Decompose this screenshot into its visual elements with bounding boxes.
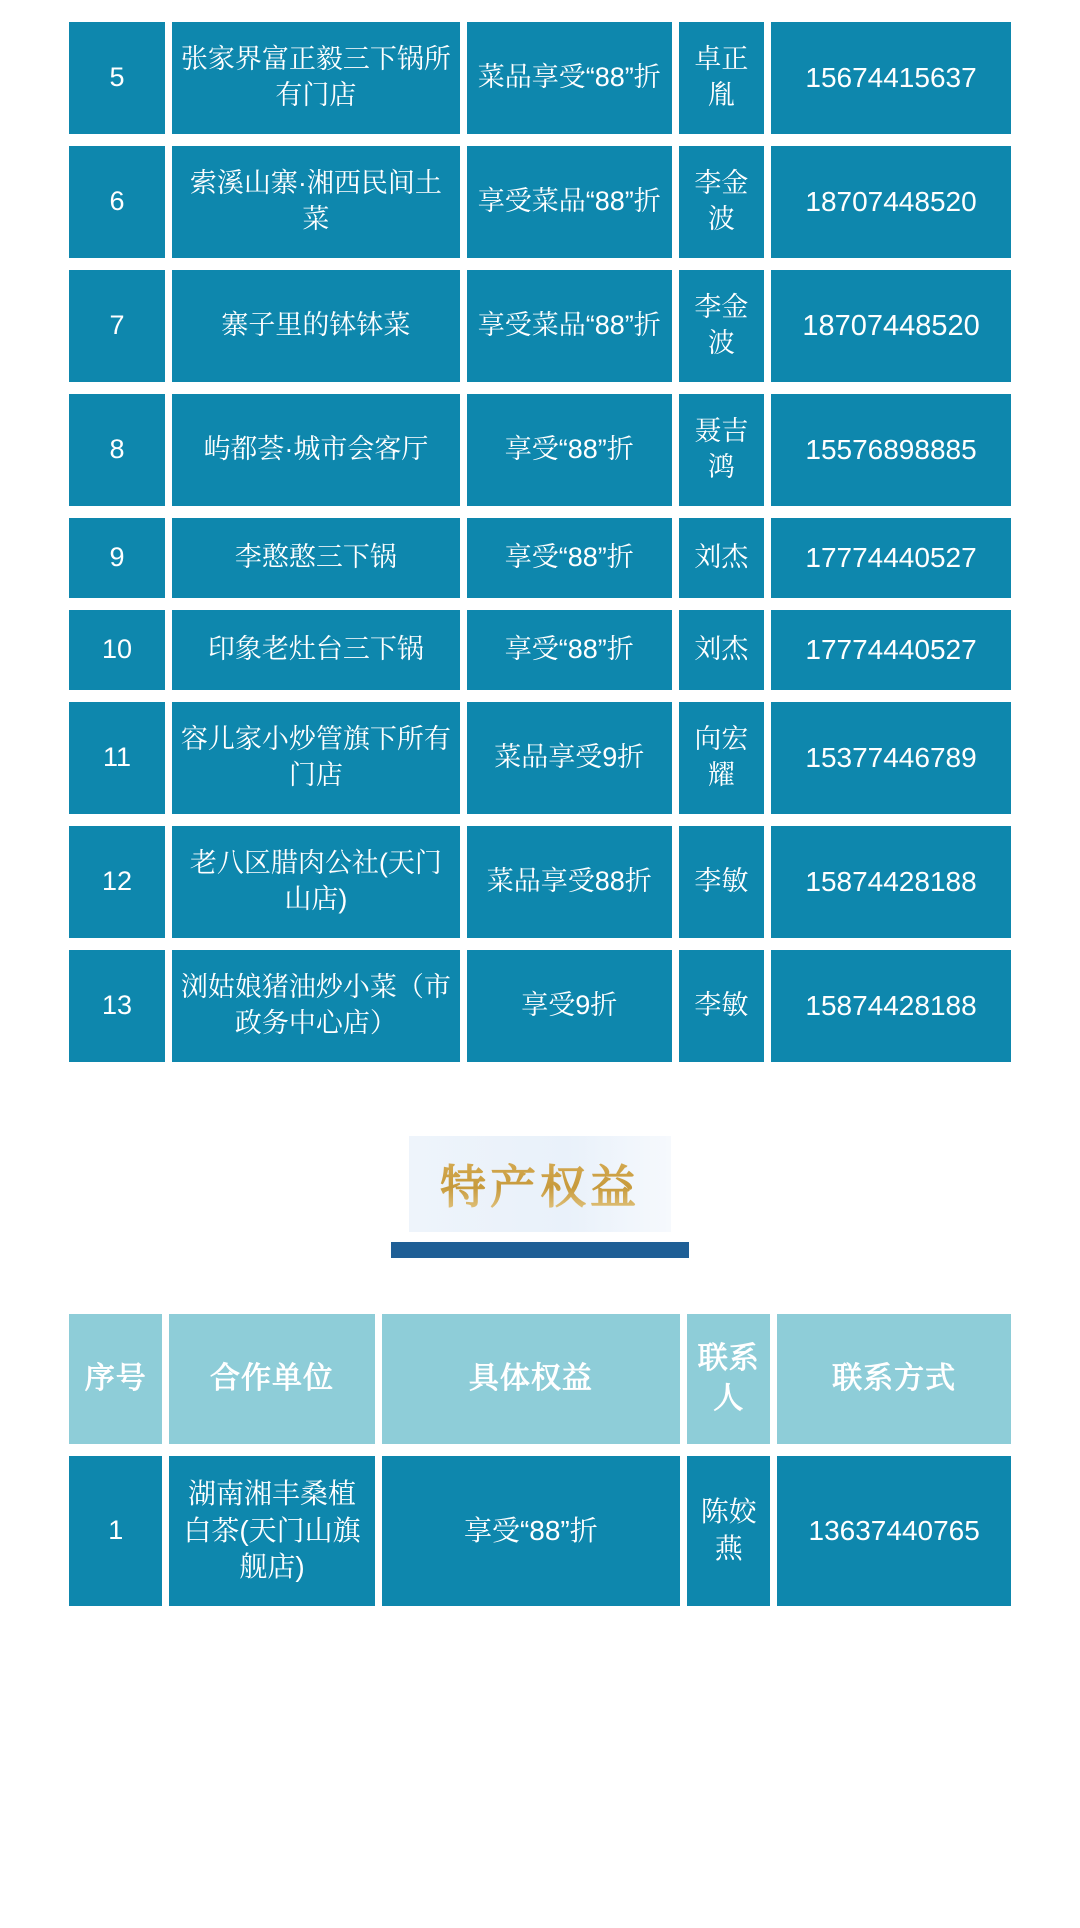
row-phone[interactable]: 15874428188 [771,826,1011,938]
section-banner-underline [391,1242,689,1258]
table-row [69,702,1011,814]
row-unit: 索溪山寨·湘西民间土菜 [172,146,460,258]
row-benefit: 享受菜品“88”折 [467,146,672,258]
row-benefit: 享受“88”折 [467,518,672,598]
section-banner-box [409,1136,671,1232]
column-header-phone: 联系方式 [777,1314,1011,1444]
restaurant-benefits-table [62,10,1018,1074]
table-row [69,1456,1011,1606]
row-person: 李金波 [679,270,764,382]
row-person: 刘杰 [679,610,764,690]
row-person: 陈姣燕 [687,1456,770,1606]
table-row [69,146,1011,258]
row-person: 刘杰 [679,518,764,598]
section-title: 特产权益 [440,1151,640,1217]
table-row [69,826,1011,938]
row-person: 李金波 [679,146,764,258]
row-index: 9 [69,518,165,598]
column-header-person: 联系人 [687,1314,770,1444]
row-person: 卓正胤 [679,22,764,134]
row-unit: 浏姑娘猪油炒小菜（市政务中心店） [172,950,460,1062]
row-phone[interactable]: 13637440765 [777,1456,1011,1606]
row-unit: 张家界富正毅三下锅所有门店 [172,22,460,134]
specialty-benefits-table [62,1302,1018,1618]
row-phone[interactable]: 15874428188 [771,950,1011,1062]
row-index: 13 [69,950,165,1062]
row-index: 7 [69,270,165,382]
table-row [69,950,1011,1062]
specialty-benefits-table-block [0,1302,1080,1618]
row-benefit: 享受“88”折 [382,1456,681,1606]
row-person: 李敏 [679,826,764,938]
row-phone[interactable]: 17774440527 [771,518,1011,598]
row-phone[interactable]: 18707448520 [771,146,1011,258]
row-phone[interactable]: 15576898885 [771,394,1011,506]
row-person: 聂吉鸿 [679,394,764,506]
row-phone[interactable]: 15674415637 [771,22,1011,134]
table-row [69,394,1011,506]
table-row [69,22,1011,134]
row-phone[interactable]: 15377446789 [771,702,1011,814]
column-header-benefit: 具体权益 [382,1314,681,1444]
row-benefit: 菜品享受“88”折 [467,22,672,134]
row-unit: 李憨憨三下锅 [172,518,460,598]
section-banner [0,1136,1080,1258]
table-row [69,518,1011,598]
row-index: 12 [69,826,165,938]
row-unit: 屿都荟·城市会客厅 [172,394,460,506]
row-index: 11 [69,702,165,814]
row-benefit: 菜品享受9折 [467,702,672,814]
row-benefit: 菜品享受88折 [467,826,672,938]
row-index: 5 [69,22,165,134]
row-unit: 湖南湘丰桑植白茶(天门山旗舰店) [169,1456,374,1606]
row-phone[interactable]: 18707448520 [771,270,1011,382]
row-unit: 容儿家小炒管旗下所有门店 [172,702,460,814]
row-index: 10 [69,610,165,690]
column-header-unit: 合作单位 [169,1314,374,1444]
table-header-row [69,1314,1011,1444]
table-row [69,610,1011,690]
row-benefit: 享受“88”折 [467,610,672,690]
row-benefit: 享受“88”折 [467,394,672,506]
table-row [69,270,1011,382]
row-unit: 老八区腊肉公社(天门山店) [172,826,460,938]
row-benefit: 享受9折 [467,950,672,1062]
row-person: 李敏 [679,950,764,1062]
row-unit: 寨子里的钵钵菜 [172,270,460,382]
column-header-index: 序号 [69,1314,162,1444]
row-phone[interactable]: 17774440527 [771,610,1011,690]
row-index: 6 [69,146,165,258]
row-unit: 印象老灶台三下锅 [172,610,460,690]
row-person: 向宏耀 [679,702,764,814]
row-benefit: 享受菜品“88”折 [467,270,672,382]
row-index: 8 [69,394,165,506]
row-index: 1 [69,1456,162,1606]
